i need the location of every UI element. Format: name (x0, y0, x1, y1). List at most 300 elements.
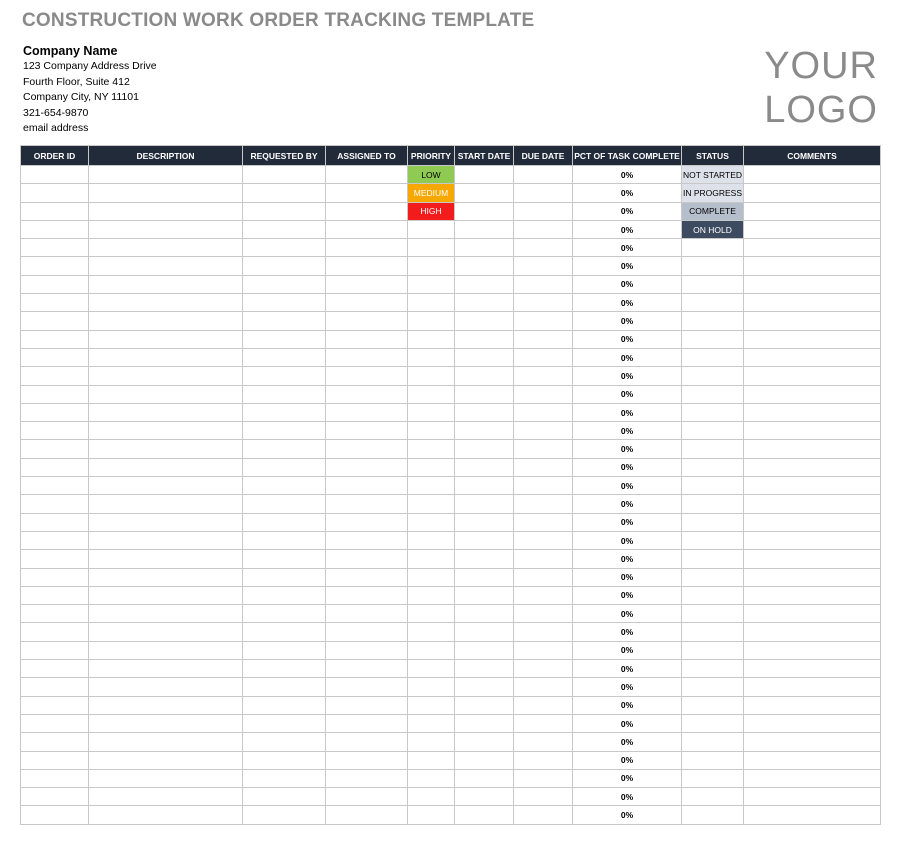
requested-by-cell[interactable] (243, 385, 326, 403)
due-date-cell[interactable] (514, 696, 573, 714)
pct-complete-cell[interactable]: 0% (573, 184, 682, 202)
order-id-cell[interactable] (21, 367, 89, 385)
assigned-to-cell[interactable] (326, 166, 408, 184)
description-cell[interactable] (89, 385, 243, 403)
requested-by-cell[interactable] (243, 751, 326, 769)
status-cell[interactable] (682, 348, 744, 366)
priority-cell[interactable] (408, 367, 455, 385)
order-id-cell[interactable] (21, 477, 89, 495)
assigned-to-cell[interactable] (326, 294, 408, 312)
comments-cell[interactable] (744, 385, 881, 403)
description-cell[interactable] (89, 531, 243, 549)
due-date-cell[interactable] (514, 678, 573, 696)
due-date-cell[interactable] (514, 733, 573, 751)
comments-cell[interactable] (744, 166, 881, 184)
due-date-cell[interactable] (514, 312, 573, 330)
start-date-cell[interactable] (455, 788, 514, 806)
comments-cell[interactable] (744, 586, 881, 604)
pct-complete-cell[interactable]: 0% (573, 220, 682, 238)
assigned-to-cell[interactable] (326, 403, 408, 421)
requested-by-cell[interactable] (243, 568, 326, 586)
priority-cell[interactable] (408, 220, 455, 238)
due-date-cell[interactable] (514, 166, 573, 184)
priority-cell[interactable] (408, 513, 455, 531)
description-cell[interactable] (89, 458, 243, 476)
assigned-to-cell[interactable] (326, 184, 408, 202)
company-name[interactable]: Company Name (23, 44, 118, 58)
order-id-cell[interactable] (21, 184, 89, 202)
requested-by-cell[interactable] (243, 239, 326, 257)
comments-cell[interactable] (744, 568, 881, 586)
start-date-cell[interactable] (455, 769, 514, 787)
start-date-cell[interactable] (455, 166, 514, 184)
description-cell[interactable] (89, 348, 243, 366)
start-date-cell[interactable] (455, 422, 514, 440)
status-cell[interactable] (682, 678, 744, 696)
status-cell[interactable] (682, 458, 744, 476)
comments-cell[interactable] (744, 605, 881, 623)
order-id-cell[interactable] (21, 495, 89, 513)
comments-cell[interactable] (744, 275, 881, 293)
due-date-cell[interactable] (514, 202, 573, 220)
assigned-to-cell[interactable] (326, 586, 408, 604)
status-cell[interactable] (682, 403, 744, 421)
assigned-to-cell[interactable] (326, 422, 408, 440)
due-date-cell[interactable] (514, 513, 573, 531)
requested-by-cell[interactable] (243, 769, 326, 787)
comments-cell[interactable] (744, 220, 881, 238)
order-id-cell[interactable] (21, 422, 89, 440)
assigned-to-cell[interactable] (326, 568, 408, 586)
pct-complete-cell[interactable]: 0% (573, 769, 682, 787)
priority-cell[interactable]: HIGH (408, 202, 455, 220)
pct-complete-cell[interactable]: 0% (573, 714, 682, 732)
description-cell[interactable] (89, 605, 243, 623)
assigned-to-cell[interactable] (326, 312, 408, 330)
assigned-to-cell[interactable] (326, 513, 408, 531)
col-requested-by[interactable]: REQUESTED BY (243, 146, 326, 166)
comments-cell[interactable] (744, 367, 881, 385)
description-cell[interactable] (89, 623, 243, 641)
pct-complete-cell[interactable]: 0% (573, 733, 682, 751)
priority-cell[interactable] (408, 239, 455, 257)
pct-complete-cell[interactable]: 0% (573, 751, 682, 769)
pct-complete-cell[interactable]: 0% (573, 403, 682, 421)
order-id-cell[interactable] (21, 641, 89, 659)
order-id-cell[interactable] (21, 385, 89, 403)
priority-cell[interactable] (408, 440, 455, 458)
start-date-cell[interactable] (455, 458, 514, 476)
assigned-to-cell[interactable] (326, 458, 408, 476)
due-date-cell[interactable] (514, 385, 573, 403)
due-date-cell[interactable] (514, 660, 573, 678)
status-cell[interactable] (682, 294, 744, 312)
col-pct-complete[interactable]: PCT OF TASK COMPLETE (573, 146, 682, 166)
start-date-cell[interactable] (455, 605, 514, 623)
status-cell[interactable] (682, 788, 744, 806)
description-cell[interactable] (89, 751, 243, 769)
assigned-to-cell[interactable] (326, 769, 408, 787)
assigned-to-cell[interactable] (326, 678, 408, 696)
order-id-cell[interactable] (21, 788, 89, 806)
order-id-cell[interactable] (21, 751, 89, 769)
assigned-to-cell[interactable] (326, 495, 408, 513)
requested-by-cell[interactable] (243, 550, 326, 568)
comments-cell[interactable] (744, 403, 881, 421)
priority-cell[interactable] (408, 806, 455, 824)
comments-cell[interactable] (744, 531, 881, 549)
company-email[interactable]: email address (23, 122, 89, 134)
start-date-cell[interactable] (455, 367, 514, 385)
start-date-cell[interactable] (455, 385, 514, 403)
status-cell[interactable] (682, 239, 744, 257)
assigned-to-cell[interactable] (326, 531, 408, 549)
start-date-cell[interactable] (455, 733, 514, 751)
pct-complete-cell[interactable]: 0% (573, 806, 682, 824)
comments-cell[interactable] (744, 623, 881, 641)
status-cell[interactable] (682, 531, 744, 549)
comments-cell[interactable] (744, 696, 881, 714)
assigned-to-cell[interactable] (326, 605, 408, 623)
requested-by-cell[interactable] (243, 733, 326, 751)
description-cell[interactable] (89, 440, 243, 458)
due-date-cell[interactable] (514, 788, 573, 806)
start-date-cell[interactable] (455, 586, 514, 604)
description-cell[interactable] (89, 257, 243, 275)
status-cell[interactable] (682, 733, 744, 751)
assigned-to-cell[interactable] (326, 440, 408, 458)
status-cell[interactable] (682, 605, 744, 623)
requested-by-cell[interactable] (243, 275, 326, 293)
order-id-cell[interactable] (21, 714, 89, 732)
description-cell[interactable] (89, 568, 243, 586)
priority-cell[interactable] (408, 294, 455, 312)
pct-complete-cell[interactable]: 0% (573, 330, 682, 348)
priority-cell[interactable] (408, 550, 455, 568)
priority-cell[interactable] (408, 586, 455, 604)
start-date-cell[interactable] (455, 440, 514, 458)
priority-cell[interactable] (408, 330, 455, 348)
description-cell[interactable] (89, 714, 243, 732)
due-date-cell[interactable] (514, 605, 573, 623)
pct-complete-cell[interactable]: 0% (573, 275, 682, 293)
order-id-cell[interactable] (21, 312, 89, 330)
pct-complete-cell[interactable]: 0% (573, 623, 682, 641)
status-cell[interactable]: IN PROGRESS (682, 184, 744, 202)
status-cell[interactable] (682, 275, 744, 293)
description-cell[interactable] (89, 422, 243, 440)
status-cell[interactable] (682, 440, 744, 458)
assigned-to-cell[interactable] (326, 751, 408, 769)
description-cell[interactable] (89, 733, 243, 751)
comments-cell[interactable] (744, 330, 881, 348)
requested-by-cell[interactable] (243, 696, 326, 714)
assigned-to-cell[interactable] (326, 275, 408, 293)
comments-cell[interactable] (744, 550, 881, 568)
description-cell[interactable] (89, 220, 243, 238)
due-date-cell[interactable] (514, 184, 573, 202)
due-date-cell[interactable] (514, 348, 573, 366)
start-date-cell[interactable] (455, 495, 514, 513)
start-date-cell[interactable] (455, 257, 514, 275)
description-cell[interactable] (89, 202, 243, 220)
start-date-cell[interactable] (455, 568, 514, 586)
due-date-cell[interactable] (514, 422, 573, 440)
due-date-cell[interactable] (514, 550, 573, 568)
description-cell[interactable] (89, 586, 243, 604)
priority-cell[interactable] (408, 458, 455, 476)
pct-complete-cell[interactable]: 0% (573, 605, 682, 623)
requested-by-cell[interactable] (243, 806, 326, 824)
priority-cell[interactable] (408, 348, 455, 366)
priority-cell[interactable] (408, 678, 455, 696)
order-id-cell[interactable] (21, 586, 89, 604)
due-date-cell[interactable] (514, 769, 573, 787)
priority-cell[interactable] (408, 788, 455, 806)
company-address-line2[interactable]: Fourth Floor, Suite 412 (23, 75, 130, 88)
status-cell[interactable] (682, 513, 744, 531)
start-date-cell[interactable] (455, 550, 514, 568)
priority-cell[interactable] (408, 605, 455, 623)
comments-cell[interactable] (744, 257, 881, 275)
requested-by-cell[interactable] (243, 678, 326, 696)
status-cell[interactable] (682, 495, 744, 513)
due-date-cell[interactable] (514, 440, 573, 458)
comments-cell[interactable] (744, 641, 881, 659)
status-cell[interactable]: NOT STARTED (682, 166, 744, 184)
col-comments[interactable]: COMMENTS (744, 146, 881, 166)
assigned-to-cell[interactable] (326, 239, 408, 257)
assigned-to-cell[interactable] (326, 641, 408, 659)
assigned-to-cell[interactable] (326, 257, 408, 275)
start-date-cell[interactable] (455, 714, 514, 732)
order-id-cell[interactable] (21, 294, 89, 312)
order-id-cell[interactable] (21, 257, 89, 275)
requested-by-cell[interactable] (243, 294, 326, 312)
order-id-cell[interactable] (21, 239, 89, 257)
pct-complete-cell[interactable]: 0% (573, 495, 682, 513)
col-order-id[interactable]: ORDER ID (21, 146, 89, 166)
status-cell[interactable] (682, 714, 744, 732)
pct-complete-cell[interactable]: 0% (573, 531, 682, 549)
priority-cell[interactable] (408, 477, 455, 495)
comments-cell[interactable] (744, 239, 881, 257)
assigned-to-cell[interactable] (326, 367, 408, 385)
priority-cell[interactable] (408, 714, 455, 732)
comments-cell[interactable] (744, 751, 881, 769)
description-cell[interactable] (89, 806, 243, 824)
order-id-cell[interactable] (21, 806, 89, 824)
assigned-to-cell[interactable] (326, 733, 408, 751)
start-date-cell[interactable] (455, 312, 514, 330)
priority-cell[interactable] (408, 422, 455, 440)
start-date-cell[interactable] (455, 184, 514, 202)
status-cell[interactable] (682, 422, 744, 440)
order-id-cell[interactable] (21, 660, 89, 678)
comments-cell[interactable] (744, 348, 881, 366)
requested-by-cell[interactable] (243, 788, 326, 806)
description-cell[interactable] (89, 513, 243, 531)
due-date-cell[interactable] (514, 367, 573, 385)
requested-by-cell[interactable] (243, 660, 326, 678)
comments-cell[interactable] (744, 458, 881, 476)
logo-placeholder[interactable] (764, 44, 878, 132)
description-cell[interactable] (89, 275, 243, 293)
assigned-to-cell[interactable] (326, 348, 408, 366)
comments-cell[interactable] (744, 660, 881, 678)
comments-cell[interactable] (744, 714, 881, 732)
priority-cell[interactable] (408, 696, 455, 714)
status-cell[interactable] (682, 385, 744, 403)
requested-by-cell[interactable] (243, 714, 326, 732)
col-due-date[interactable]: DUE DATE (514, 146, 573, 166)
pct-complete-cell[interactable]: 0% (573, 550, 682, 568)
status-cell[interactable] (682, 806, 744, 824)
description-cell[interactable] (89, 678, 243, 696)
status-cell[interactable]: COMPLETE (682, 202, 744, 220)
description-cell[interactable] (89, 550, 243, 568)
assigned-to-cell[interactable] (326, 330, 408, 348)
order-id-cell[interactable] (21, 678, 89, 696)
order-id-cell[interactable] (21, 348, 89, 366)
pct-complete-cell[interactable]: 0% (573, 294, 682, 312)
order-id-cell[interactable] (21, 166, 89, 184)
status-cell[interactable] (682, 660, 744, 678)
priority-cell[interactable] (408, 660, 455, 678)
priority-cell[interactable] (408, 495, 455, 513)
order-id-cell[interactable] (21, 531, 89, 549)
due-date-cell[interactable] (514, 623, 573, 641)
pct-complete-cell[interactable]: 0% (573, 641, 682, 659)
start-date-cell[interactable] (455, 751, 514, 769)
assigned-to-cell[interactable] (326, 660, 408, 678)
pct-complete-cell[interactable]: 0% (573, 367, 682, 385)
requested-by-cell[interactable] (243, 586, 326, 604)
pct-complete-cell[interactable]: 0% (573, 568, 682, 586)
status-cell[interactable] (682, 641, 744, 659)
description-cell[interactable] (89, 495, 243, 513)
priority-cell[interactable] (408, 751, 455, 769)
priority-cell[interactable] (408, 257, 455, 275)
pct-complete-cell[interactable]: 0% (573, 257, 682, 275)
pct-complete-cell[interactable]: 0% (573, 678, 682, 696)
pct-complete-cell[interactable]: 0% (573, 312, 682, 330)
order-id-cell[interactable] (21, 769, 89, 787)
status-cell[interactable] (682, 330, 744, 348)
due-date-cell[interactable] (514, 275, 573, 293)
due-date-cell[interactable] (514, 330, 573, 348)
due-date-cell[interactable] (514, 220, 573, 238)
description-cell[interactable] (89, 312, 243, 330)
priority-cell[interactable] (408, 312, 455, 330)
col-status[interactable]: STATUS (682, 146, 744, 166)
status-cell[interactable] (682, 751, 744, 769)
priority-cell[interactable] (408, 275, 455, 293)
assigned-to-cell[interactable] (326, 220, 408, 238)
order-id-cell[interactable] (21, 275, 89, 293)
comments-cell[interactable] (744, 788, 881, 806)
requested-by-cell[interactable] (243, 422, 326, 440)
requested-by-cell[interactable] (243, 184, 326, 202)
col-assigned-to[interactable]: ASSIGNED TO (326, 146, 408, 166)
requested-by-cell[interactable] (243, 641, 326, 659)
requested-by-cell[interactable] (243, 605, 326, 623)
comments-cell[interactable] (744, 440, 881, 458)
description-cell[interactable] (89, 660, 243, 678)
due-date-cell[interactable] (514, 495, 573, 513)
pct-complete-cell[interactable]: 0% (573, 586, 682, 604)
start-date-cell[interactable] (455, 531, 514, 549)
requested-by-cell[interactable] (243, 166, 326, 184)
status-cell[interactable] (682, 623, 744, 641)
due-date-cell[interactable] (514, 477, 573, 495)
pct-complete-cell[interactable]: 0% (573, 422, 682, 440)
start-date-cell[interactable] (455, 513, 514, 531)
assigned-to-cell[interactable] (326, 806, 408, 824)
assigned-to-cell[interactable] (326, 550, 408, 568)
order-id-cell[interactable] (21, 733, 89, 751)
status-cell[interactable]: ON HOLD (682, 220, 744, 238)
requested-by-cell[interactable] (243, 440, 326, 458)
assigned-to-cell[interactable] (326, 696, 408, 714)
requested-by-cell[interactable] (243, 403, 326, 421)
pct-complete-cell[interactable]: 0% (573, 202, 682, 220)
comments-cell[interactable] (744, 733, 881, 751)
priority-cell[interactable] (408, 531, 455, 549)
comments-cell[interactable] (744, 769, 881, 787)
order-id-cell[interactable] (21, 403, 89, 421)
requested-by-cell[interactable] (243, 367, 326, 385)
status-cell[interactable] (682, 257, 744, 275)
description-cell[interactable] (89, 367, 243, 385)
requested-by-cell[interactable] (243, 220, 326, 238)
due-date-cell[interactable] (514, 531, 573, 549)
pct-complete-cell[interactable]: 0% (573, 348, 682, 366)
order-id-cell[interactable] (21, 623, 89, 641)
priority-cell[interactable]: LOW (408, 166, 455, 184)
status-cell[interactable] (682, 769, 744, 787)
order-id-cell[interactable] (21, 440, 89, 458)
order-id-cell[interactable] (21, 550, 89, 568)
comments-cell[interactable] (744, 422, 881, 440)
pct-complete-cell[interactable]: 0% (573, 696, 682, 714)
priority-cell[interactable] (408, 733, 455, 751)
pct-complete-cell[interactable]: 0% (573, 788, 682, 806)
assigned-to-cell[interactable] (326, 385, 408, 403)
pct-complete-cell[interactable]: 0% (573, 440, 682, 458)
assigned-to-cell[interactable] (326, 623, 408, 641)
pct-complete-cell[interactable]: 0% (573, 513, 682, 531)
due-date-cell[interactable] (514, 714, 573, 732)
comments-cell[interactable] (744, 202, 881, 220)
due-date-cell[interactable] (514, 806, 573, 824)
description-cell[interactable] (89, 641, 243, 659)
due-date-cell[interactable] (514, 641, 573, 659)
order-id-cell[interactable] (21, 696, 89, 714)
due-date-cell[interactable] (514, 568, 573, 586)
comments-cell[interactable] (744, 294, 881, 312)
status-cell[interactable] (682, 367, 744, 385)
due-date-cell[interactable] (514, 257, 573, 275)
status-cell[interactable] (682, 550, 744, 568)
due-date-cell[interactable] (514, 586, 573, 604)
comments-cell[interactable] (744, 513, 881, 531)
requested-by-cell[interactable] (243, 202, 326, 220)
assigned-to-cell[interactable] (326, 202, 408, 220)
start-date-cell[interactable] (455, 275, 514, 293)
order-id-cell[interactable] (21, 568, 89, 586)
status-cell[interactable] (682, 696, 744, 714)
